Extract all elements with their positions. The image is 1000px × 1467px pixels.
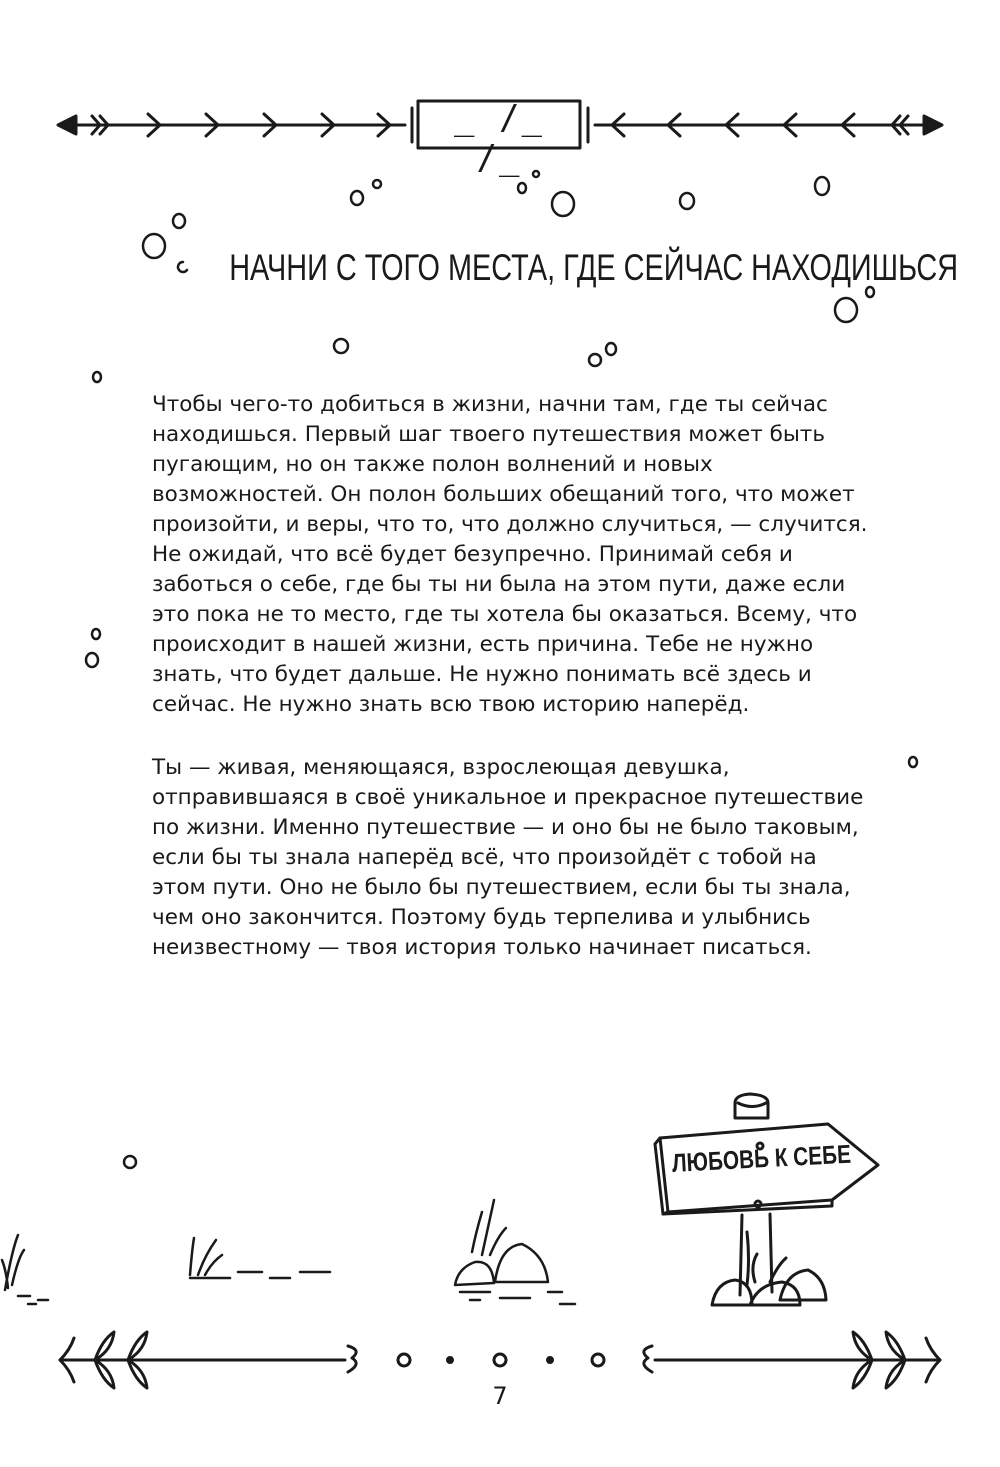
date-field: _ /_ /_ <box>454 98 544 178</box>
body-paragraph-2 <box>152 753 872 963</box>
signpost-label: ЛЮБОВЬ К СЕБЕ <box>671 1138 852 1178</box>
paragraph-text: Ты — живая, меняющаяся, взрослеющая девушка, отправившаяся в своё уникальное и прекрасное путешествие по жизни. Именно путешествие — и оно бы не было таковым, если бы ты знала наперёд всё, что произойдёт с тобой на этом пути. Оно не было бы путешествием, если бы ты знала, чем оно закончится. Поэтому будь терпелива и улыбнись неизвестному — твоя история только начинает писаться. <box>152 755 864 960</box>
paragraph-text: Чтобы чего-то добиться в жизни, начни там, где ты сейчас находишься. Первый шаг твоего путешествия может быть пугающим, но он также полон волнений и новых возможностей. Он полон больших обещаний того, что может произойти, и веры, что то, что должно случиться, — случится. Не ожидай, что всё будет безупречно. Принимай себя и заботься о себе, где бы ты ни была на этом пути, даже если это пока не то место, где ты хотела бы оказаться. Всему, что происходит в нашей жизни, есть причина. Тебе не нужно знать, что будет дальше. Не нужно понимать всё здесь и сейчас. Не нужно знать всю твою историю наперёд. <box>152 392 868 717</box>
body-paragraph-1 <box>152 390 872 720</box>
ground-scene <box>2 1200 575 1304</box>
signpost-drawing <box>655 1094 878 1305</box>
bottom-ornament <box>60 1332 940 1388</box>
top-right-arrow <box>595 114 942 136</box>
top-left-arrow <box>58 114 405 136</box>
page-title: НАЧНИ С ТОГО МЕСТА, ГДЕ СЕЙЧАС НАХОДИШЬСЯ <box>229 247 959 288</box>
page-number: 7 <box>492 1382 508 1410</box>
